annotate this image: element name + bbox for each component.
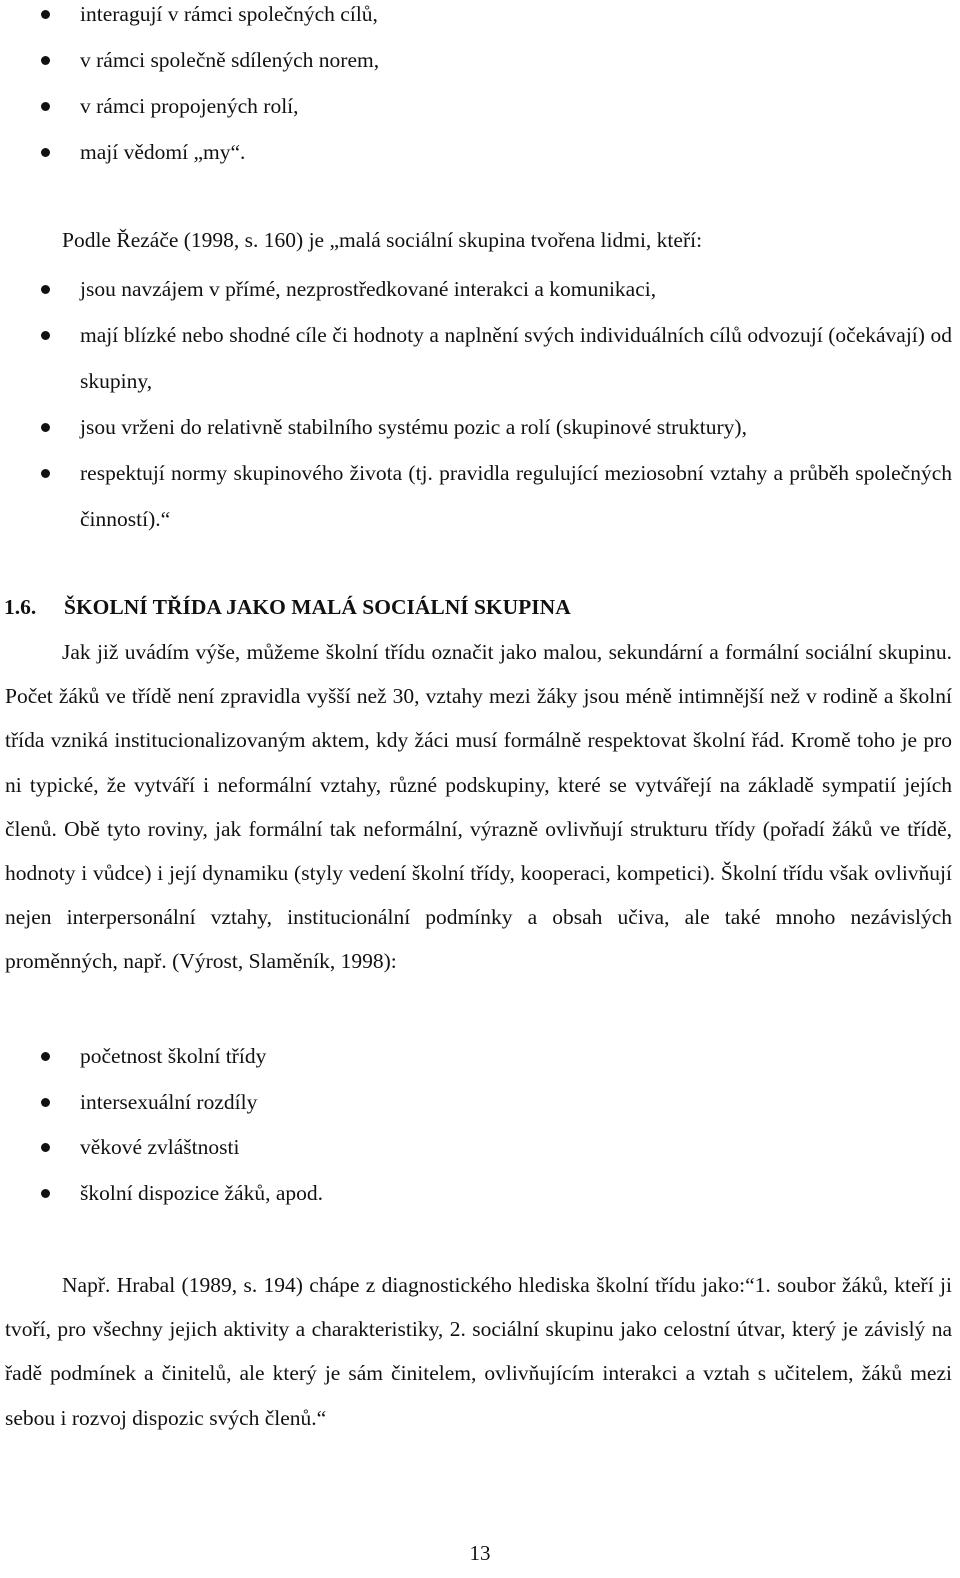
list-item: mají vědomí „my“. [0,129,960,175]
section-number: 1.6. [4,595,37,619]
list-item: věkové zvláštnosti [0,1125,960,1171]
list-item: mají blízké nebo shodné cíle či hodnoty a naplnění svých individuálních cílů odvozují (očekávají) od skupiny, [0,312,960,404]
list-item: v rámci společně sdílených norem, [0,37,960,83]
list-item: jsou navzájem v přímé, nezprostředkované interakci a komunikaci, [0,266,960,312]
list-item: v rámci propojených rolí, [0,83,960,129]
list-item: početnost školní třídy [0,1034,960,1080]
intro-bullet-list [0,0,960,175]
rezac-paragraph: Podle Řezáče (1998, s. 160) je „malá sociální skupina tvořena lidmi, kteří: [62,228,703,252]
list-item: jsou vrženi do relativně stabilního systému pozic a rolí (skupinové struktury), [0,404,960,450]
list-item: intersexuální rozdíly [0,1080,960,1126]
section-heading [0,585,954,629]
list-item: respektují normy skupinového života (tj. pravidla regulující meziosobní vztahy a průběh společných činností).“ [0,450,960,542]
section-title: ŠKOLNÍ TŘÍDA JAKO MALÁ SOCIÁLNÍ SKUPINA [64,595,571,619]
hrabal-paragraph: Např. Hrabal (1989, s. 194) chápe z diagnostického hlediska školní třídu jako:“1. soubor žáků, kteří ji tvoří, pro všechny jejich aktivity a charakteristiky, 2. sociální skupinu jako celostní útvar, který je závislý na řadě podmínek a činitelů, ale který je sám činitelem, ovlivňujícím interakci a vztah s učitelem, žáků mezi sebou i rozvoj dispozic svých členů.“ [5,1273,952,1430]
page-number: 13 [469,1541,491,1565]
list-item: školní dispozice žáků, apod. [0,1171,960,1217]
rezac-bullet-list [0,266,960,542]
section-paragraph: Jak již uvádím výše, můžeme školní třídu označit jako malou, sekundární a formální sociální skupinu. Počet žáků ve třídě není zpravidla vyšší než 30, vztahy mezi žáky jsou méně intimnější než v rodině a školní třída vzniká institucionalizovaným aktem, kdy žáci musí formálně respektovat školní řád. Kromě toho je pro ni typické, že vytváří i neformální vztahy, různé podskupiny, které se vytvářejí na základě sympatií jejích členů. Obě tyto roviny, jak formální tak neformální, výrazně ovlivňují strukturu třídy (pořadí žáků ve třídě, hodnoty i vůdce) i její dynamiku (styly vedení školní třídy, kooperaci, kompetici). Školní třídu však ovlivňují nejen interpersonální vztahy, institucionální podmínky a obsah učiva, ale také mnoho nezávislých proměnných, např. (Výrost, Slaměník, 1998): [5,640,952,974]
list-item: interagují v rámci společných cílů, [0,0,960,37]
factors-bullet-list [0,1034,960,1216]
